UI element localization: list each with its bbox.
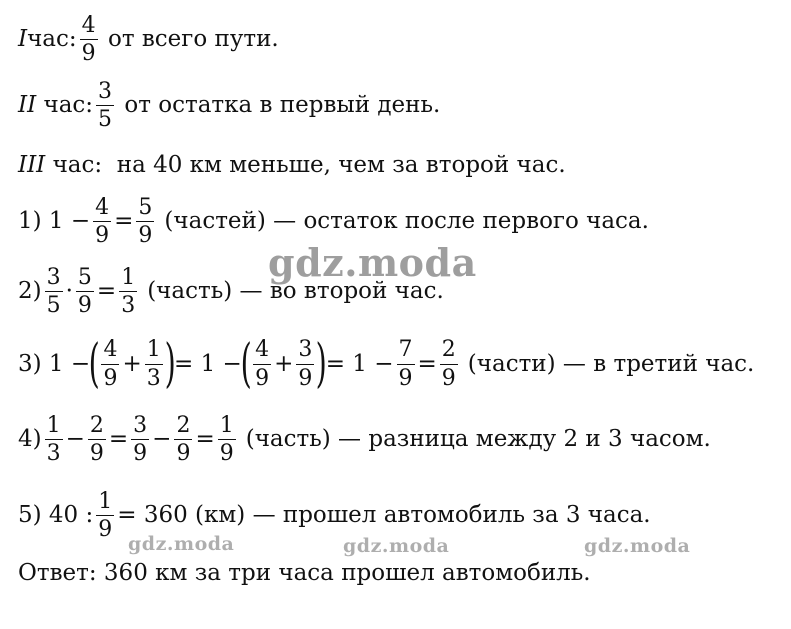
fraction: [119, 266, 137, 317]
multiply-dot: ·: [65, 278, 73, 305]
fraction: [136, 196, 154, 247]
line-hour-2: [18, 80, 440, 131]
line-text: час: на 40 км меньше, чем за второй час.: [45, 152, 566, 178]
denominator: 9: [98, 517, 113, 543]
denominator: 3: [121, 293, 136, 319]
line-hour-1: [18, 14, 279, 65]
fraction: [131, 414, 149, 465]
numerator: 4: [255, 337, 270, 363]
numerator: 3: [133, 413, 148, 438]
numerator: 3: [46, 265, 61, 290]
fraction: [88, 414, 106, 465]
watermark-main: gdz.moda: [268, 240, 477, 285]
fraction: [101, 338, 119, 389]
roman-label-1: I: [18, 26, 28, 53]
step-5: [18, 490, 651, 541]
step-prefix: 5) 40 :: [18, 502, 94, 529]
step-mid: = 1 −: [325, 350, 394, 377]
denominator: 3: [146, 365, 161, 391]
numerator: 2: [441, 337, 456, 363]
minus-sign: −: [152, 426, 172, 453]
right-paren: ): [315, 334, 328, 394]
denominator: 9: [89, 441, 104, 467]
step-text: = 360 (км) — прошел автомобиль за 3 часа.: [117, 502, 651, 529]
numerator: 4: [95, 195, 110, 220]
numerator: 5: [138, 195, 153, 220]
minus-sign: −: [65, 426, 85, 453]
watermark-small-1: gdz.moda: [128, 533, 235, 555]
numerator: 2: [176, 413, 191, 438]
denominator: 9: [133, 441, 148, 467]
fraction: [145, 338, 163, 389]
fraction: [93, 196, 111, 247]
roman-label-3: III: [18, 152, 46, 178]
denominator: 9: [441, 365, 456, 391]
left-paren: (: [88, 334, 100, 394]
numerator: 1: [146, 337, 161, 363]
step-text: (частей) — остаток после первого часа.: [164, 208, 649, 235]
equals-sign: =: [96, 278, 117, 305]
denominator: 9: [81, 41, 96, 67]
right-paren: ): [164, 334, 176, 394]
step-text: (части) — в третий час.: [467, 350, 755, 377]
denominator: 9: [398, 365, 413, 391]
numerator: 4: [103, 337, 118, 363]
step-text: (часть) — разница между 2 и 3 часом.: [245, 426, 711, 453]
denominator: 9: [298, 365, 313, 391]
roman-label-2: II: [18, 92, 37, 119]
fraction: [80, 14, 98, 65]
denominator: 9: [77, 293, 92, 319]
step-prefix: 4): [18, 426, 42, 453]
step-prefix: 2): [18, 278, 42, 305]
fraction: [96, 80, 114, 131]
denominator: 5: [46, 293, 61, 319]
denominator: 9: [219, 441, 234, 467]
step-prefix: 3) 1 −: [18, 350, 91, 377]
left-paren: (: [240, 334, 252, 394]
numerator: 5: [77, 265, 92, 290]
fraction: [45, 414, 63, 465]
fraction: [218, 414, 236, 465]
numerator: 3: [98, 79, 113, 104]
line-hour-3: [18, 154, 566, 177]
plus-sign: +: [274, 350, 294, 377]
step-prefix: 1) 1 −: [18, 208, 91, 235]
watermark-small-2: gdz.moda: [343, 535, 450, 557]
step-mid: = 1 −: [174, 350, 242, 377]
numerator: 7: [398, 337, 413, 363]
fraction: [253, 338, 271, 389]
plus-sign: +: [122, 350, 142, 377]
numerator: 4: [81, 13, 96, 38]
line-text: от всего пути.: [100, 26, 279, 53]
fraction: [76, 266, 94, 317]
equals-sign: =: [417, 350, 437, 377]
equals-sign: =: [195, 426, 215, 453]
fraction: [174, 414, 192, 465]
denominator: 9: [255, 365, 270, 391]
hour-word-1: час:: [27, 26, 77, 53]
step-3: [18, 334, 755, 394]
fraction: [45, 266, 63, 317]
step-4: [18, 414, 711, 465]
numerator: 2: [89, 413, 104, 438]
line-text: от остатка в первый день.: [117, 92, 441, 119]
fraction: [96, 490, 114, 541]
denominator: 9: [103, 365, 118, 391]
answer-text: Ответ: 360 км за три часа прошел автомобиль.: [18, 560, 591, 586]
equals-sign: =: [114, 208, 134, 235]
denominator: 9: [95, 223, 110, 249]
fraction: [397, 338, 415, 389]
hour-word-2: час:: [36, 92, 94, 119]
answer-line: [18, 562, 591, 585]
denominator: 9: [176, 441, 191, 467]
numerator: 1: [98, 489, 113, 514]
numerator: 1: [219, 413, 234, 438]
denominator: 5: [98, 107, 113, 133]
equals-sign: =: [108, 426, 129, 453]
numerator: 3: [298, 337, 313, 363]
numerator: 1: [121, 265, 136, 290]
fraction: [440, 338, 458, 389]
watermark-small-3: gdz.moda: [584, 535, 691, 557]
denominator: 9: [138, 223, 153, 249]
numerator: 1: [46, 413, 61, 438]
fraction: [296, 338, 314, 389]
step-text: (часть) — во второй час.: [147, 278, 444, 305]
denominator: 3: [46, 441, 61, 467]
